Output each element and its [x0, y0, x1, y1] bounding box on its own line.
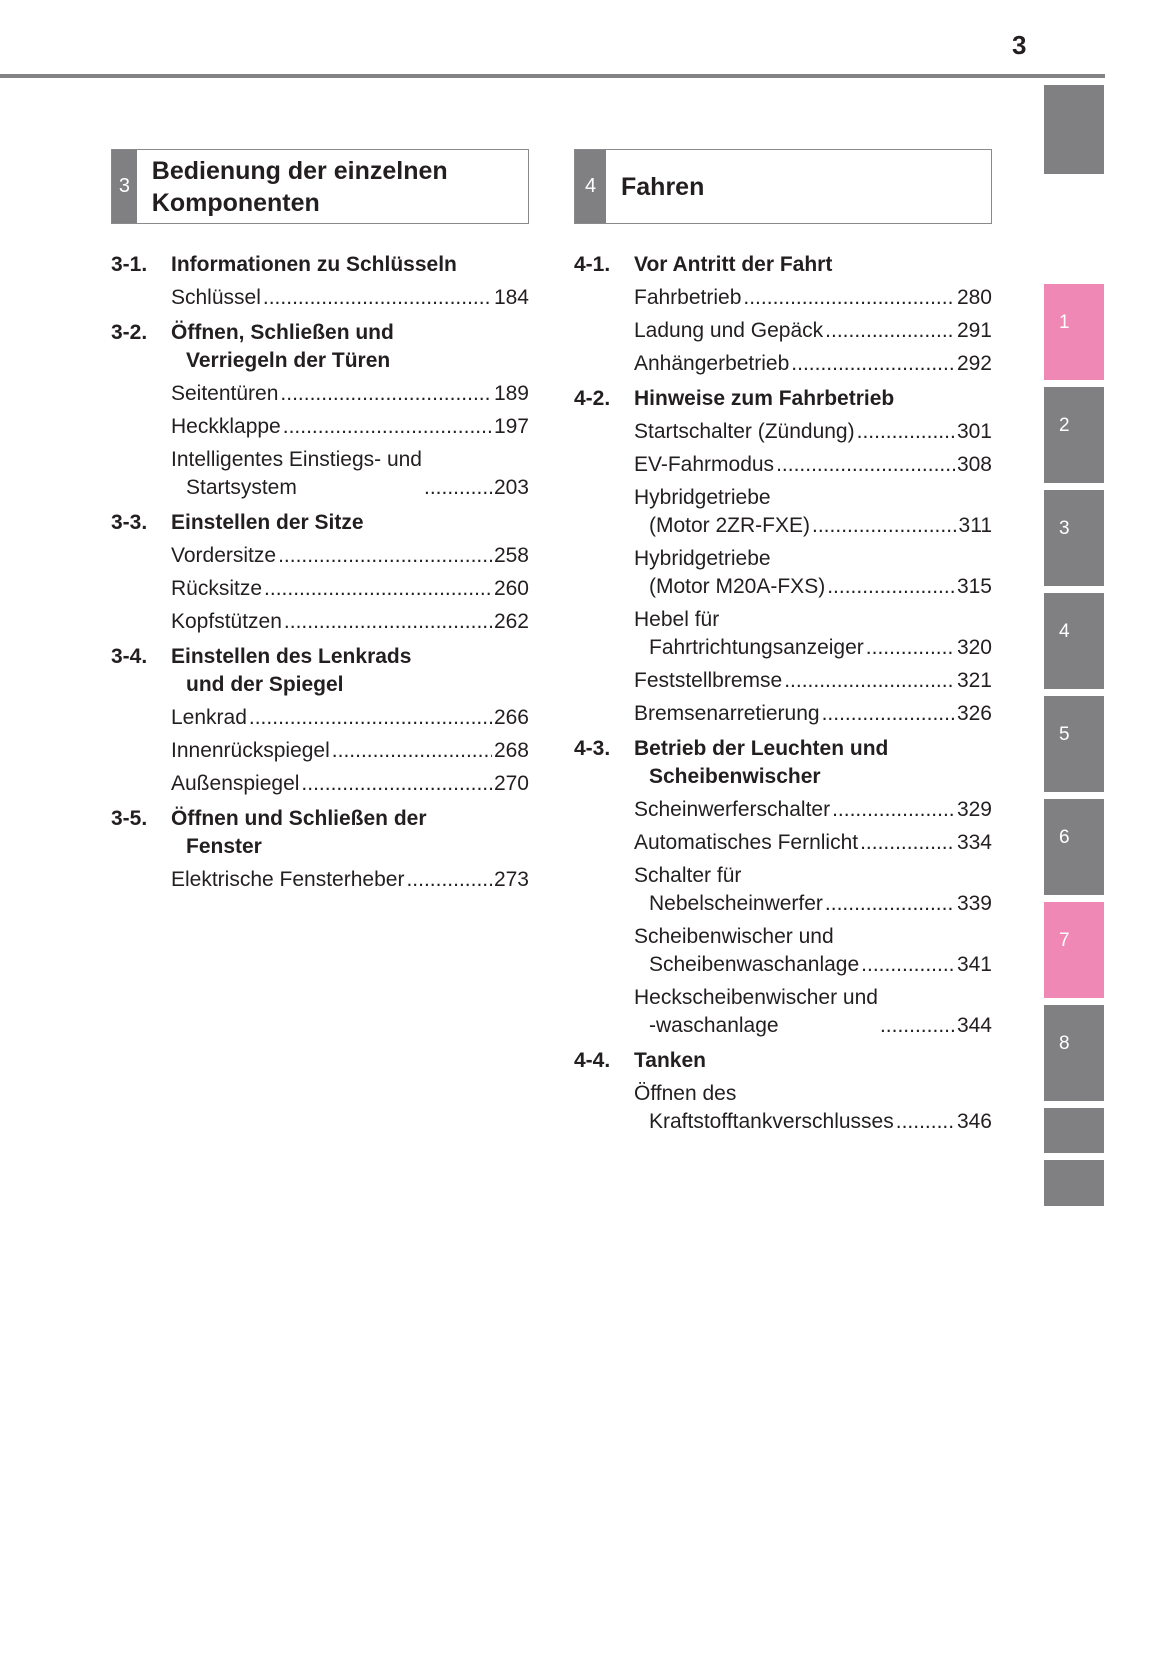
side-tab-label: 7	[1059, 930, 1070, 951]
side-tab-7[interactable]	[1044, 902, 1104, 998]
toc-entry[interactable]	[634, 1080, 992, 1136]
dot-leader	[860, 829, 955, 857]
entry-label	[634, 317, 823, 345]
toc-entry[interactable]	[634, 284, 992, 312]
header-rule	[0, 74, 1105, 78]
entry-label	[171, 704, 247, 732]
section-heading[interactable]	[574, 385, 992, 413]
toc-entry[interactable]	[634, 923, 992, 979]
side-tab-label: 4	[1059, 621, 1070, 642]
entry-label-line: Fahrbetrieb	[634, 286, 742, 309]
entry-label-line: Vordersitze	[171, 544, 277, 567]
section-title-line: Tanken	[634, 1049, 706, 1072]
dot-leader	[278, 542, 492, 570]
section-title-line: Scheibenwischer	[649, 765, 821, 788]
toc-entry[interactable]	[171, 770, 529, 798]
toc-entry[interactable]	[634, 667, 992, 695]
toc-list	[574, 251, 992, 1136]
dot-leader	[280, 380, 492, 408]
entry-label-line: Startsystem	[186, 476, 297, 499]
entry-page: 344	[956, 1014, 992, 1037]
chapter-title: Bedienung der einzelnen Komponenten	[151, 156, 448, 217]
dot-leader	[866, 634, 955, 662]
entry-label-line: Hybridgetriebe	[634, 547, 771, 570]
entry-label-line: Hebel für	[634, 608, 720, 631]
entry-page: 329	[956, 798, 992, 821]
side-tab-6[interactable]	[1044, 799, 1104, 895]
section-title-line: Verriegeln der Türen	[186, 349, 391, 372]
dot-leader	[825, 317, 955, 345]
section-number: 4-3.	[574, 737, 611, 760]
dot-leader	[827, 573, 955, 601]
dot-leader	[832, 796, 955, 824]
entry-label-line: Bremsenarretierung	[634, 702, 820, 725]
entry-page: 258	[493, 544, 529, 567]
entry-label-line: Hybridgetriebe	[634, 486, 771, 509]
toc-entry[interactable]	[634, 484, 992, 540]
entry-page: 270	[493, 772, 529, 795]
section-title	[171, 319, 529, 375]
entry-label-line: Außenspiegel	[171, 772, 300, 795]
side-tab-label: 2	[1059, 415, 1070, 436]
entry-label	[171, 608, 282, 636]
toc-entry[interactable]	[171, 704, 529, 732]
dot-leader	[776, 451, 955, 479]
side-tab-label: 3	[1059, 518, 1070, 539]
entry-page: 321	[956, 669, 992, 692]
dot-leader	[301, 770, 492, 798]
entry-label-line: Fahrtrichtungsanzeiger	[649, 636, 864, 659]
entry-page: 346	[956, 1110, 992, 1133]
toc-entry[interactable]	[634, 984, 992, 1040]
entry-label-line: Lenkrad	[171, 706, 247, 729]
section-title	[171, 509, 529, 537]
entry-label-line: Scheibenwischer und	[634, 925, 834, 948]
toc-list	[111, 251, 529, 894]
entry-page: 184	[493, 286, 529, 309]
entry-label	[634, 667, 782, 695]
chapter-3-column	[111, 149, 529, 894]
entry-label	[634, 984, 878, 1040]
entry-page: 273	[493, 868, 529, 891]
section-title	[171, 251, 529, 279]
entry-label-line: Intelligentes Einstiegs- und	[171, 448, 422, 471]
side-tab-label: 5	[1059, 724, 1070, 745]
dot-leader	[791, 350, 955, 378]
entry-label-line: Innenrückspiegel	[171, 739, 330, 762]
entry-label	[634, 606, 864, 662]
section-heading[interactable]	[574, 251, 992, 279]
entry-label	[171, 542, 276, 570]
entry-label-line: (Motor 2ZR-FXE)	[649, 514, 811, 537]
section-title	[634, 735, 992, 791]
side-tab-blank-10[interactable]	[1044, 1160, 1104, 1206]
section-heading[interactable]	[574, 735, 992, 791]
section-heading[interactable]	[574, 1047, 992, 1075]
section-title	[171, 805, 529, 861]
toc-entry[interactable]	[171, 542, 529, 570]
toc-entry[interactable]	[634, 418, 992, 446]
section-number: 4-4.	[574, 1049, 611, 1072]
toc-entry[interactable]	[634, 350, 992, 378]
chapter-header	[111, 149, 529, 224]
section-title-line: Öffnen und Schließen der	[171, 807, 427, 830]
toc-entry[interactable]	[634, 317, 992, 345]
toc-entry[interactable]	[171, 446, 529, 502]
section-title-line: Einstellen der Sitze	[171, 511, 364, 534]
section-title-line: Informationen zu Schlüsseln	[171, 253, 457, 276]
side-tab-1[interactable]	[1044, 284, 1104, 380]
side-tab-8[interactable]	[1044, 1005, 1104, 1101]
entry-label-line: Heckscheibenwischer und	[634, 986, 878, 1009]
toc-entry[interactable]	[171, 413, 529, 441]
entry-label	[171, 575, 262, 603]
entry-page: 341	[956, 953, 992, 976]
section-title-line: Hinweise zum Fahrbetrieb	[634, 387, 895, 410]
entry-page: 189	[493, 382, 529, 405]
toc-entry[interactable]	[634, 796, 992, 824]
section-number: 4-2.	[574, 387, 611, 410]
entry-label	[634, 862, 823, 918]
entry-page: 260	[493, 577, 529, 600]
entry-label	[171, 284, 261, 312]
chapter-title: Fahren	[621, 172, 705, 201]
entry-label-line: Startschalter (Zündung)	[634, 420, 855, 443]
toc-entry[interactable]	[171, 380, 529, 408]
section-title-line: Einstellen des Lenkrads	[171, 645, 412, 668]
dot-leader	[249, 704, 492, 732]
entry-label	[634, 284, 741, 312]
entry-page: 339	[956, 892, 992, 915]
dot-leader	[880, 1012, 955, 1040]
section-number: 3-5.	[111, 807, 148, 830]
chapter-number: 3	[112, 150, 137, 223]
entry-page: 308	[956, 453, 992, 476]
entry-label-line: Nebelscheinwerfer	[649, 892, 823, 915]
entry-label-line: EV-Fahrmodus	[634, 453, 775, 476]
dot-leader	[822, 700, 955, 728]
section-title	[171, 643, 529, 699]
side-tab-label: 6	[1059, 827, 1070, 848]
entry-label-line: Schlüssel	[171, 286, 261, 309]
entry-page: 320	[956, 636, 992, 659]
section-number: 3-4.	[111, 645, 148, 668]
entry-label-line: Rücksitze	[171, 577, 263, 600]
section-title	[634, 251, 992, 279]
entry-label-line: Schalter für	[634, 864, 742, 887]
entry-page: 292	[956, 352, 992, 375]
entry-page: 311	[958, 514, 992, 537]
toc-entry[interactable]	[171, 737, 529, 765]
side-tab-4[interactable]	[1044, 593, 1104, 689]
section-title-line: Öffnen, Schließen und	[171, 321, 394, 344]
toc-entry[interactable]	[171, 866, 529, 894]
entry-page: 280	[956, 286, 992, 309]
dot-leader	[784, 667, 955, 695]
entry-label	[171, 446, 422, 502]
dot-leader	[406, 866, 492, 894]
side-tab-label: 1	[1059, 312, 1070, 333]
chapter-4-column	[574, 149, 992, 1136]
entry-label-line: Ladung und Gepäck	[634, 319, 824, 342]
entry-label-line: Kraftstofftankverschlusses	[649, 1110, 894, 1133]
entry-label	[634, 418, 855, 446]
section-number: 3-1.	[111, 253, 148, 276]
entry-label	[634, 829, 858, 857]
dot-leader	[825, 890, 955, 918]
entry-label	[634, 545, 825, 601]
dot-leader	[896, 1108, 955, 1136]
toc-entry[interactable]	[171, 575, 529, 603]
entry-label	[634, 700, 820, 728]
entry-label	[634, 1080, 894, 1136]
side-tab-2[interactable]	[1044, 387, 1104, 483]
entry-page: 301	[956, 420, 992, 443]
section-title-line: und der Spiegel	[186, 673, 344, 696]
entry-label	[171, 380, 278, 408]
entry-label-line: (Motor M20A-FXS)	[649, 575, 826, 598]
dot-leader	[857, 418, 955, 446]
entry-label-line: Automatisches Fernlicht	[634, 831, 859, 854]
section-heading[interactable]	[111, 509, 529, 537]
entry-page: 203	[493, 476, 529, 499]
toc-entry[interactable]	[634, 829, 992, 857]
side-tab-3[interactable]	[1044, 490, 1104, 586]
entry-label-line: Scheibenwaschanlage	[649, 953, 860, 976]
section-title-line: Betrieb der Leuchten und	[634, 737, 889, 760]
entry-label-line: -waschanlage	[649, 1014, 779, 1037]
dot-leader	[743, 284, 955, 312]
dot-leader	[424, 474, 492, 502]
dot-leader	[284, 608, 492, 636]
entry-label-line: Anhängerbetrieb	[634, 352, 790, 375]
dot-leader	[263, 284, 492, 312]
dot-leader	[861, 951, 955, 979]
side-tab-5[interactable]	[1044, 696, 1104, 792]
section-title	[634, 1047, 992, 1075]
chapter-header	[574, 149, 992, 224]
entry-page: 262	[493, 610, 529, 633]
entry-label	[634, 796, 830, 824]
entry-page: 291	[956, 319, 992, 342]
entry-label	[171, 770, 299, 798]
entry-label-line: Heckklappe	[171, 415, 281, 438]
dot-leader	[283, 413, 492, 441]
entry-label-line: Scheinwerferschalter	[634, 798, 831, 821]
toc-entry[interactable]	[634, 451, 992, 479]
toc-entry[interactable]	[634, 545, 992, 601]
section-heading[interactable]	[111, 251, 529, 279]
entry-label-line: Seitentüren	[171, 382, 279, 405]
entry-label-line: Öffnen des	[634, 1082, 737, 1105]
section-heading[interactable]	[111, 319, 529, 375]
entry-page: 268	[493, 739, 529, 762]
section-title-line: Fenster	[186, 835, 262, 858]
toc-entry[interactable]	[171, 284, 529, 312]
entry-page: 326	[956, 702, 992, 725]
entry-label	[634, 350, 789, 378]
entry-page: 315	[956, 575, 992, 598]
section-number: 3-3.	[111, 511, 148, 534]
section-heading[interactable]	[111, 643, 529, 699]
entry-page: 197	[493, 415, 529, 438]
entry-label	[171, 737, 330, 765]
side-tab-label: 8	[1059, 1033, 1070, 1054]
chapter-number: 4	[575, 150, 606, 223]
entry-page: 334	[956, 831, 992, 854]
page-number: 3	[1012, 30, 1027, 60]
entry-label	[634, 923, 859, 979]
section-number: 4-1.	[574, 253, 611, 276]
section-heading[interactable]	[111, 805, 529, 861]
entry-page: 266	[493, 706, 529, 729]
toc-entry[interactable]	[634, 606, 992, 662]
toc-entry[interactable]	[634, 862, 992, 918]
dot-leader	[332, 737, 492, 765]
toc-entry[interactable]	[171, 608, 529, 636]
toc-entry[interactable]	[634, 700, 992, 728]
entry-label	[634, 484, 810, 540]
side-tab-blank-0[interactable]	[1044, 85, 1104, 174]
entry-label-line: Elektrische Fensterheber	[171, 868, 405, 891]
entry-label	[171, 866, 404, 894]
side-tab-blank-9[interactable]	[1044, 1108, 1104, 1153]
section-title-line: Vor Antritt der Fahrt	[634, 253, 833, 276]
entry-label-line: Kopfstützen	[171, 610, 282, 633]
section-number: 3-2.	[111, 321, 148, 344]
entry-label	[634, 451, 774, 479]
section-title	[634, 385, 992, 413]
entry-label-line: Feststellbremse	[634, 669, 783, 692]
dot-leader	[812, 512, 957, 540]
dot-leader	[264, 575, 492, 603]
entry-label	[171, 413, 281, 441]
